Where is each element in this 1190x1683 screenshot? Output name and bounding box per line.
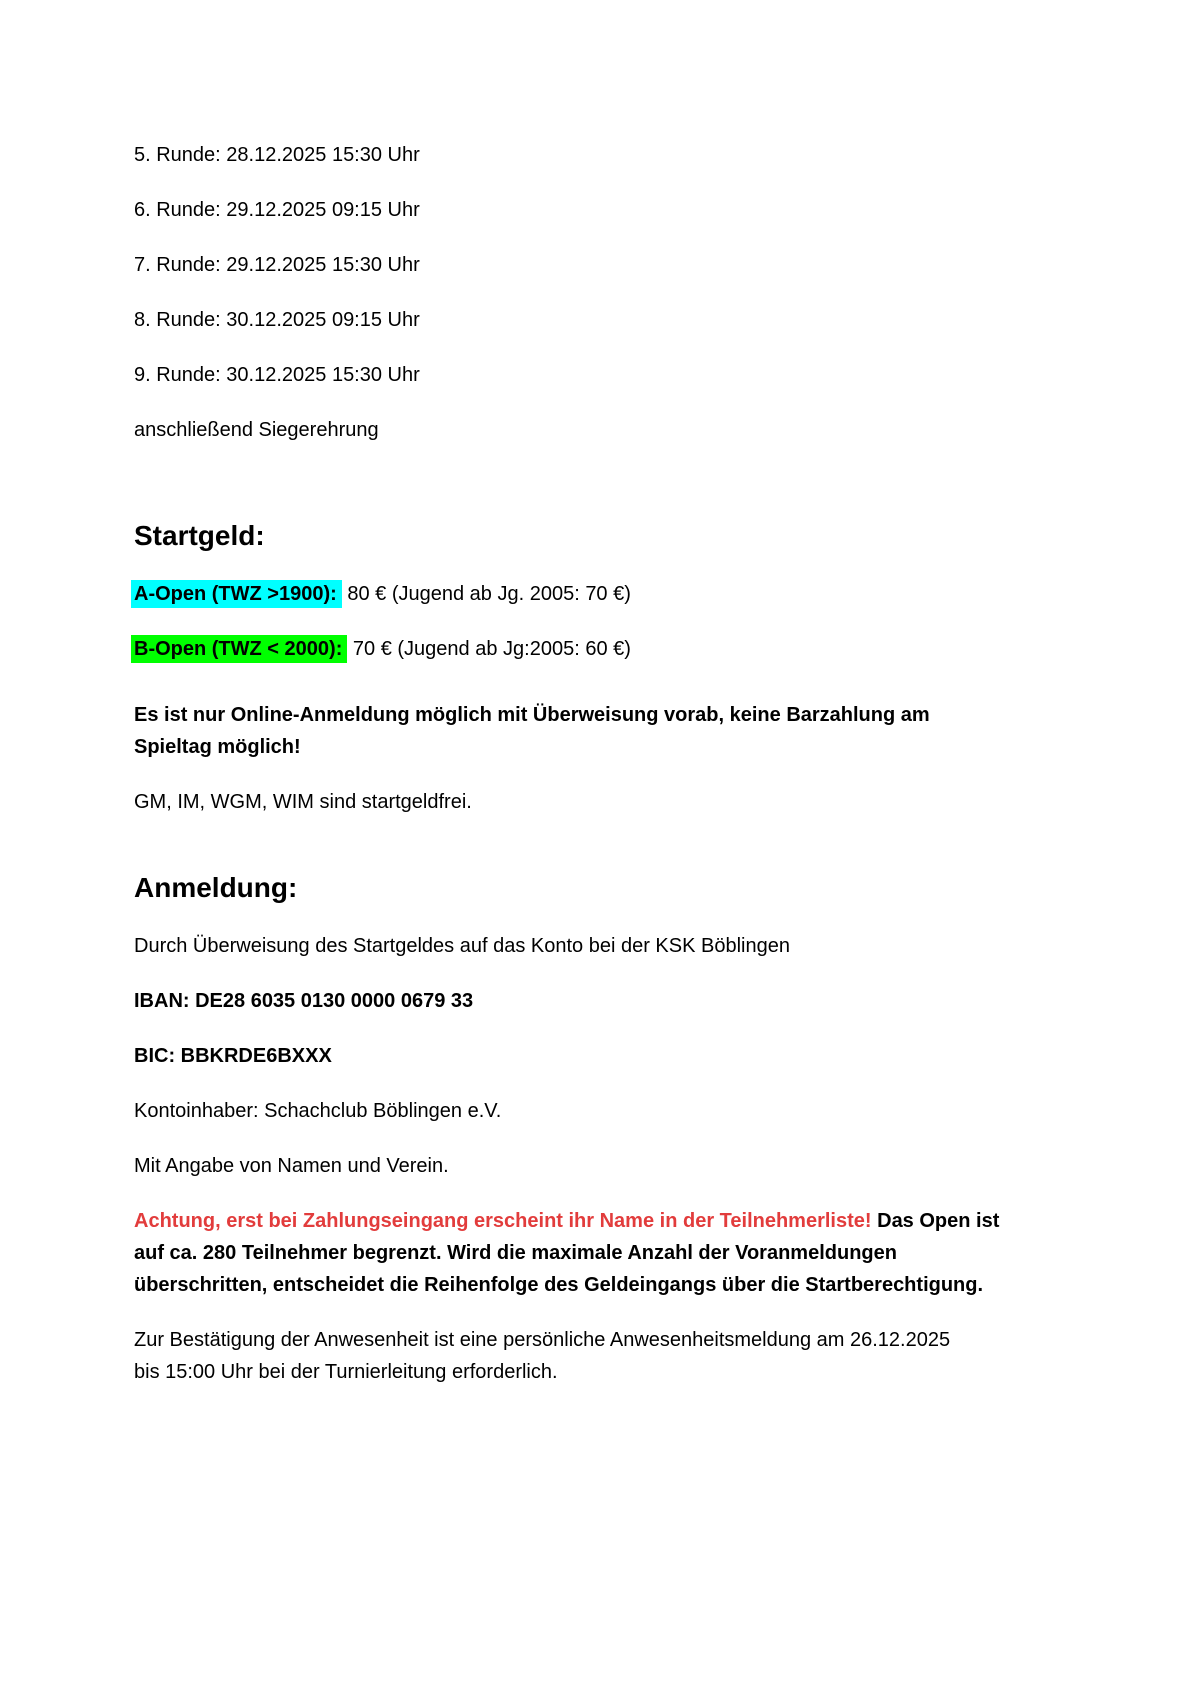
highlight-a-open-label: A-Open (TWZ >1900): xyxy=(131,580,342,608)
fee-a-open-amount: 80 € (Jugend ab Jg. 2005: 70 €) xyxy=(341,583,631,605)
fee-line-b-open xyxy=(134,633,1100,665)
payment-warning-line-3: überschritten, entscheidet die Reihenfolge des Geldeingangs über die Startberechtigung. xyxy=(134,1274,984,1296)
closing-ceremony-line: anschließend Siegerehrung xyxy=(134,419,379,441)
attendance-confirmation-note xyxy=(134,1324,1100,1388)
round-line-5: 5. Runde: 28.12.2025 15:30 Uhr xyxy=(134,144,420,166)
fee-b-open-amount: 70 € (Jugend ab Jg:2005: 60 €) xyxy=(347,638,631,660)
iban-line: IBAN: DE28 6035 0130 0000 0679 33 xyxy=(134,990,474,1012)
payment-warning-line-1 xyxy=(134,1205,1100,1237)
round-line-9: 9. Runde: 30.12.2025 15:30 Uhr xyxy=(134,364,420,386)
payment-warning-red-text: Achtung, erst bei Zahlungseingang erscheint ihr Name in der Teilnehmerliste! xyxy=(134,1210,872,1232)
account-holder-line: Kontoinhaber: Schachclub Böblingen e.V. xyxy=(134,1100,502,1122)
attendance-confirmation-line-1: Zur Bestätigung der Anwesenheit ist eine persönliche Anwesenheitsmeldung am 26.12.2025 xyxy=(134,1329,951,1351)
online-registration-note-line-1: Es ist nur Online-Anmeldung möglich mit Überweisung vorab, keine Barzahlung am xyxy=(134,704,930,726)
online-registration-note-line-2: Spieltag möglich! xyxy=(134,736,301,758)
highlight-b-open-label: B-Open (TWZ < 2000): xyxy=(131,635,347,663)
section-heading-startgeld: Startgeld: xyxy=(134,520,265,551)
bic-line: BIC: BBKRDE6BXXX xyxy=(134,1045,332,1067)
round-line-7: 7. Runde: 29.12.2025 15:30 Uhr xyxy=(134,254,420,276)
payment-warning-paragraph xyxy=(134,1205,1100,1301)
payment-warning-line-2: auf ca. 280 Teilnehmer begrenzt. Wird die maximale Anzahl der Voranmeldungen xyxy=(134,1242,897,1264)
round-line-6: 6. Runde: 29.12.2025 09:15 Uhr xyxy=(134,199,420,221)
attendance-confirmation-line-2: bis 15:00 Uhr bei der Turnierleitung erforderlich. xyxy=(134,1361,558,1383)
section-heading-anmeldung: Anmeldung: xyxy=(134,872,298,903)
title-holders-free-note: GM, IM, WGM, WIM sind startgeldfrei. xyxy=(134,791,472,813)
round-line-8: 8. Runde: 30.12.2025 09:15 Uhr xyxy=(134,309,420,331)
online-registration-note xyxy=(134,699,1100,763)
bank-transfer-intro: Durch Überweisung des Startgeldes auf das Konto bei der KSK Böblingen xyxy=(134,935,790,957)
fee-line-a-open xyxy=(134,578,1100,610)
name-club-note: Mit Angabe von Namen und Verein. xyxy=(134,1155,449,1177)
payment-warning-black-text: Das Open ist xyxy=(871,1210,1000,1232)
